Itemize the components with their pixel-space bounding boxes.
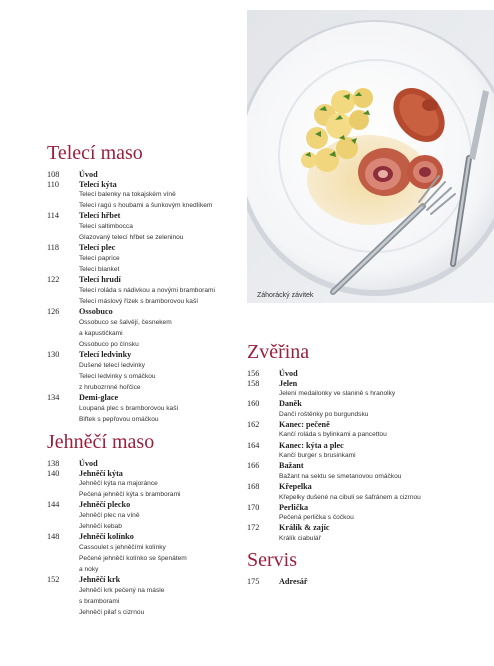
page-number: 130 <box>47 350 60 360</box>
toc-entry[interactable] <box>247 461 421 482</box>
section-teleci-maso <box>47 142 215 425</box>
recipe-item: Jehněčí kebab <box>79 523 122 531</box>
recipe-item: Telecí balenky na tokajském víně <box>79 191 176 198</box>
page-number: 152 <box>47 575 60 585</box>
page-number: 140 <box>47 468 60 478</box>
section-zverina <box>247 341 421 544</box>
toc-entry[interactable] <box>47 350 215 393</box>
page-number: 170 <box>247 502 260 512</box>
toc-entry[interactable] <box>47 459 187 469</box>
recipe-item: Cassoulet s jehněčími kolínky <box>79 543 166 551</box>
entry-title: Perlička <box>279 502 309 512</box>
entry-title: Úvod <box>79 170 98 179</box>
toc-entry[interactable] <box>47 532 187 575</box>
section-jehneci-maso <box>47 431 187 619</box>
entry-title: Kanec: pečeně <box>279 419 330 429</box>
recipe-item: a noky <box>79 566 99 574</box>
photo-caption: Záhorácký závitek <box>257 292 314 299</box>
recipe-item: Dušené telecí ledvinky <box>79 361 145 369</box>
page-number: 144 <box>47 500 60 510</box>
toc-entry[interactable] <box>247 399 421 420</box>
page-number: 134 <box>47 393 60 403</box>
entry-title: Telecí hřbet <box>79 211 121 221</box>
recipe-item: Ossobuco po čínsku <box>79 341 139 349</box>
toc-entry[interactable] <box>47 180 215 212</box>
section-title: Jehněčí maso <box>47 431 155 453</box>
recipe-item: Telecí saltimbocca <box>79 222 133 230</box>
recipe-item: Jehněčí kýta na majoránce <box>79 480 158 487</box>
toc-entry[interactable] <box>247 577 308 587</box>
recipe-item: Ossobuco se šalvějí, česnekem <box>79 318 172 326</box>
entry-title: Křepelka <box>279 482 312 492</box>
page-number: 118 <box>47 243 59 253</box>
entry-title: Jehněčí krk <box>79 575 121 585</box>
entry-title: Bažant <box>279 461 304 471</box>
toc-entry[interactable] <box>247 420 421 441</box>
recipe-item: Telecí máslový řízek s bramborovou kaší <box>79 297 199 305</box>
entry-title: Demi-glace <box>79 393 119 403</box>
recipe-item: Jehněčí pilaf s cizrnou <box>79 609 145 617</box>
toc-entry[interactable] <box>247 379 421 400</box>
section-servis <box>247 549 308 587</box>
section-title: Servis <box>247 549 297 571</box>
page-number: 162 <box>247 419 260 429</box>
toc-entry[interactable] <box>47 170 215 180</box>
toc-entry[interactable] <box>47 500 187 532</box>
dish-photo <box>247 10 494 303</box>
recipe-item: Dančí roštěnky po burgundsku <box>279 410 369 418</box>
recipe-item: a kapustičkami <box>79 329 123 337</box>
section-title: Telecí maso <box>47 142 143 164</box>
entry-title: Telecí plec <box>79 243 116 253</box>
page-number: 175 <box>247 577 260 586</box>
recipe-item: Kančí roláda s bylinkami a pancettou <box>279 431 387 439</box>
page-number: 108 <box>47 170 60 179</box>
toc-entry[interactable] <box>247 441 421 462</box>
page-number: 160 <box>247 399 260 409</box>
entry-title: Jehněčí kýta <box>79 468 123 478</box>
toc-entry[interactable] <box>47 211 215 243</box>
recipe-item: Telecí ragú s houbami a šunkovým knedlíkem <box>79 202 213 210</box>
entry-title: Úvod <box>279 369 298 378</box>
toc-entry[interactable] <box>47 393 215 425</box>
toc-entry[interactable] <box>47 275 215 307</box>
page-number: 168 <box>247 482 260 492</box>
recipe-item: Bažant na sektu se smetanovou omáčkou <box>279 472 402 480</box>
entry-title: Telecí kýta <box>79 179 117 189</box>
toc-entry[interactable] <box>247 503 421 524</box>
entry-title: Úvod <box>79 459 98 468</box>
toc-entry[interactable] <box>247 523 421 544</box>
recipe-item: Králík ciabulář <box>279 534 321 542</box>
recipe-item: Loupaná plec s bramborovou kaší <box>79 404 179 412</box>
toc-entry[interactable] <box>47 469 187 501</box>
recipe-item: Jelení medailonky ve slanině s hranolky <box>279 390 396 397</box>
entry-title: Jehněčí kolínko <box>79 532 134 542</box>
toc-entry[interactable] <box>47 575 187 618</box>
page-number: 172 <box>247 523 260 533</box>
entry-title: Jehněčí plecko <box>79 500 131 510</box>
entry-title: Adresář <box>279 577 308 586</box>
recipe-item: z hrubozrnné hořčice <box>79 384 141 392</box>
entry-title: Jelen <box>279 378 298 388</box>
recipe-item: Pečené jehněčí kolínko se špenátem <box>79 555 187 563</box>
recipe-item: Telecí blanket <box>79 266 120 274</box>
recipe-item: s bramborami <box>79 598 120 606</box>
recipe-item: Telecí roláda s nádivkou a novými bramborami <box>79 286 215 294</box>
section-title: Zvěřina <box>247 341 310 363</box>
page-number: 138 <box>47 459 60 468</box>
entry-title: Telecí ledvinky <box>79 350 132 360</box>
page-number: 110 <box>47 179 59 189</box>
recipe-item: Biftek s pepřovou omáčkou <box>79 416 159 424</box>
recipe-item: Glazovaný telecí hřbet se zeleninou <box>79 234 184 242</box>
recipe-item: Kančí burger s brusinkami <box>279 452 356 460</box>
recipe-item: Telecí paprice <box>79 254 120 262</box>
entry-title: Ossobuco <box>79 307 113 317</box>
recipe-item: Jehněčí plec na víně <box>79 511 140 519</box>
recipe-item: Telecí ledvinky s omáčkou <box>79 372 156 380</box>
page-number: 126 <box>47 307 60 317</box>
toc-entry[interactable] <box>47 243 215 275</box>
entry-title: Telecí hrudí <box>79 275 121 285</box>
recipe-item: Křepelky dušené na cibuli se šafránem a cizrnou <box>279 493 421 501</box>
page-number: 156 <box>247 369 260 378</box>
page-number: 148 <box>47 532 60 542</box>
page-number: 158 <box>247 378 260 388</box>
toc-entry[interactable] <box>247 482 421 503</box>
entry-title: Kanec: kýta a plec <box>279 440 344 450</box>
toc-entry[interactable] <box>47 307 215 350</box>
entry-title: Králík & zajíc <box>279 523 330 533</box>
page-number: 114 <box>47 211 59 221</box>
entry-title: Daněk <box>279 399 302 409</box>
page-number: 166 <box>247 461 260 471</box>
recipe-item: Pečená perlička s čočkou <box>279 514 354 522</box>
recipe-item: Pečená jehněčí kýta s bramborami <box>79 491 181 499</box>
page-number: 164 <box>247 440 260 450</box>
page-number: 122 <box>47 275 60 285</box>
toc-entry[interactable] <box>247 369 421 379</box>
recipe-item: Jehněčí krk pečený na másle <box>79 586 165 594</box>
